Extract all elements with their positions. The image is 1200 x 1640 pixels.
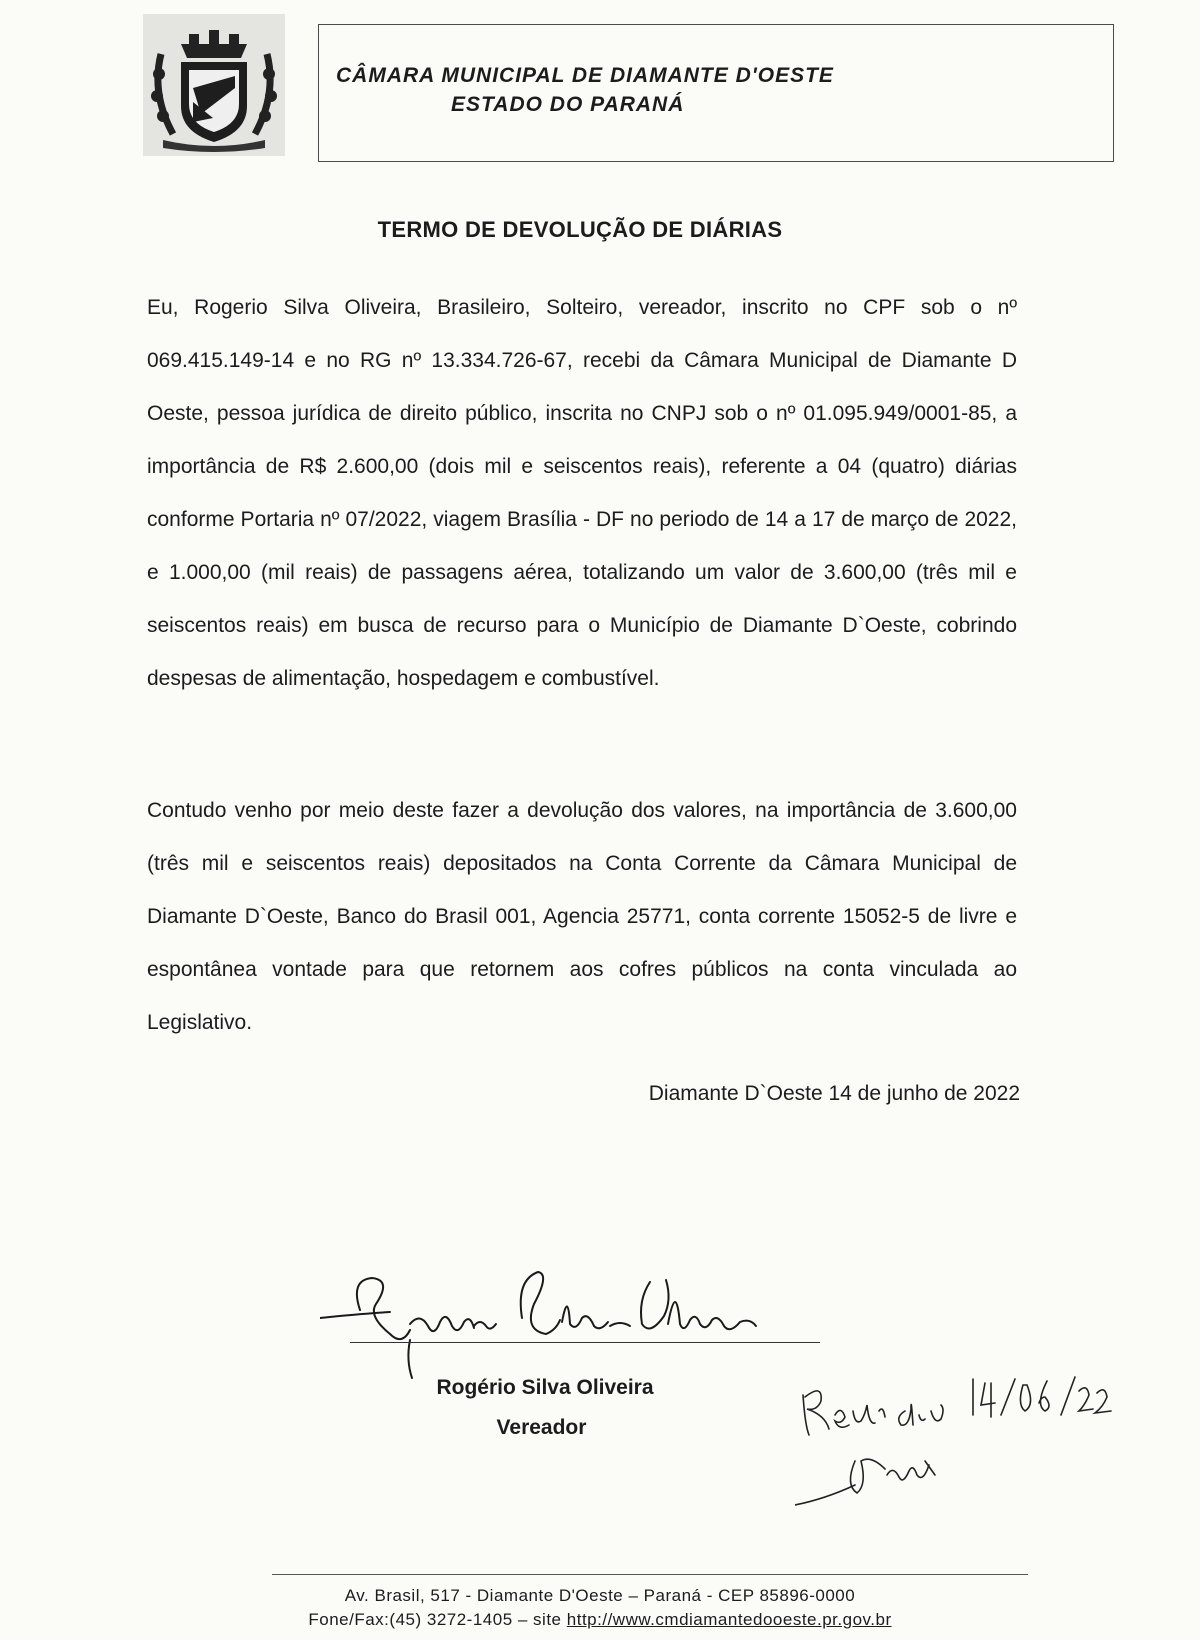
document-date: Diamante D`Oeste 14 de junho de 2022 — [648, 1082, 1020, 1105]
state-name: ESTADO DO PARANÁ — [451, 93, 685, 116]
signer-role: Vereador — [496, 1416, 587, 1439]
footer-contact — [0, 1610, 1200, 1630]
signature-line — [350, 1342, 820, 1343]
footer-phone: Fone/Fax:(45) 3272-1405 – site — [308, 1610, 562, 1629]
footer-divider — [272, 1574, 1028, 1575]
handwritten-signature — [320, 1260, 840, 1380]
footer-website-link[interactable]: http://www.cmdiamantedooeste.pr.gov.br — [566, 1610, 892, 1629]
municipal-crest-logo — [143, 14, 285, 156]
footer-address: Av. Brasil, 517 - Diamante D'Oeste – Paraná - CEP 85896-0000 — [344, 1586, 856, 1605]
signer-name: Rogério Silva Oliveira — [436, 1376, 654, 1399]
handwritten-receipt-note — [795, 1365, 1135, 1515]
document-title: TERMO DE DEVOLUÇÃO DE DIÁRIAS — [377, 217, 783, 242]
body-paragraph-1: Eu, Rogerio Silva Oliveira, Brasileiro, Solteiro, vereador, inscrito no CPF sob o nº 069.415.149-14 e no RG nº 13.334.726-67, recebi da Câmara Municipal de Diamante D Oeste, pessoa jurídica de direito público, inscrita no CNPJ sob o nº 01.095.949/0001-85, a importância de R$ 2.600,00 (dois mil e seiscentos reais), referente a 04 (quatro) diárias conforme Portaria nº 07/2022, viagem Brasília - DF no periodo de 14 a 17 de março de 2022, e 1.000,00 (mil reais) de passagens aérea, totalizando um valor de 3.600,00 (três mil e seiscentos reais) em busca de recurso para o Município de Diamante D`Oeste, cobrindo despesas de alimentação, hospedagem e combustível. — [147, 296, 1017, 690]
header-box — [318, 24, 1114, 162]
institution-name: CÂMARA MUNICIPAL DE DIAMANTE D'OESTE — [336, 64, 834, 87]
body-paragraph-2: Contudo venho por meio deste fazer a devolução dos valores, na importância de 3.600,00 (três mil e seiscentos reais) depositados na Conta Corrente da Câmara Municipal de Diamante D`Oeste, Banco do Brasil 001, Agencia 25771, conta corrente 15052-5 de livre e espontânea vontade para que retornem aos cofres públicos na conta vinculada ao Legislativo. — [147, 799, 1017, 1034]
